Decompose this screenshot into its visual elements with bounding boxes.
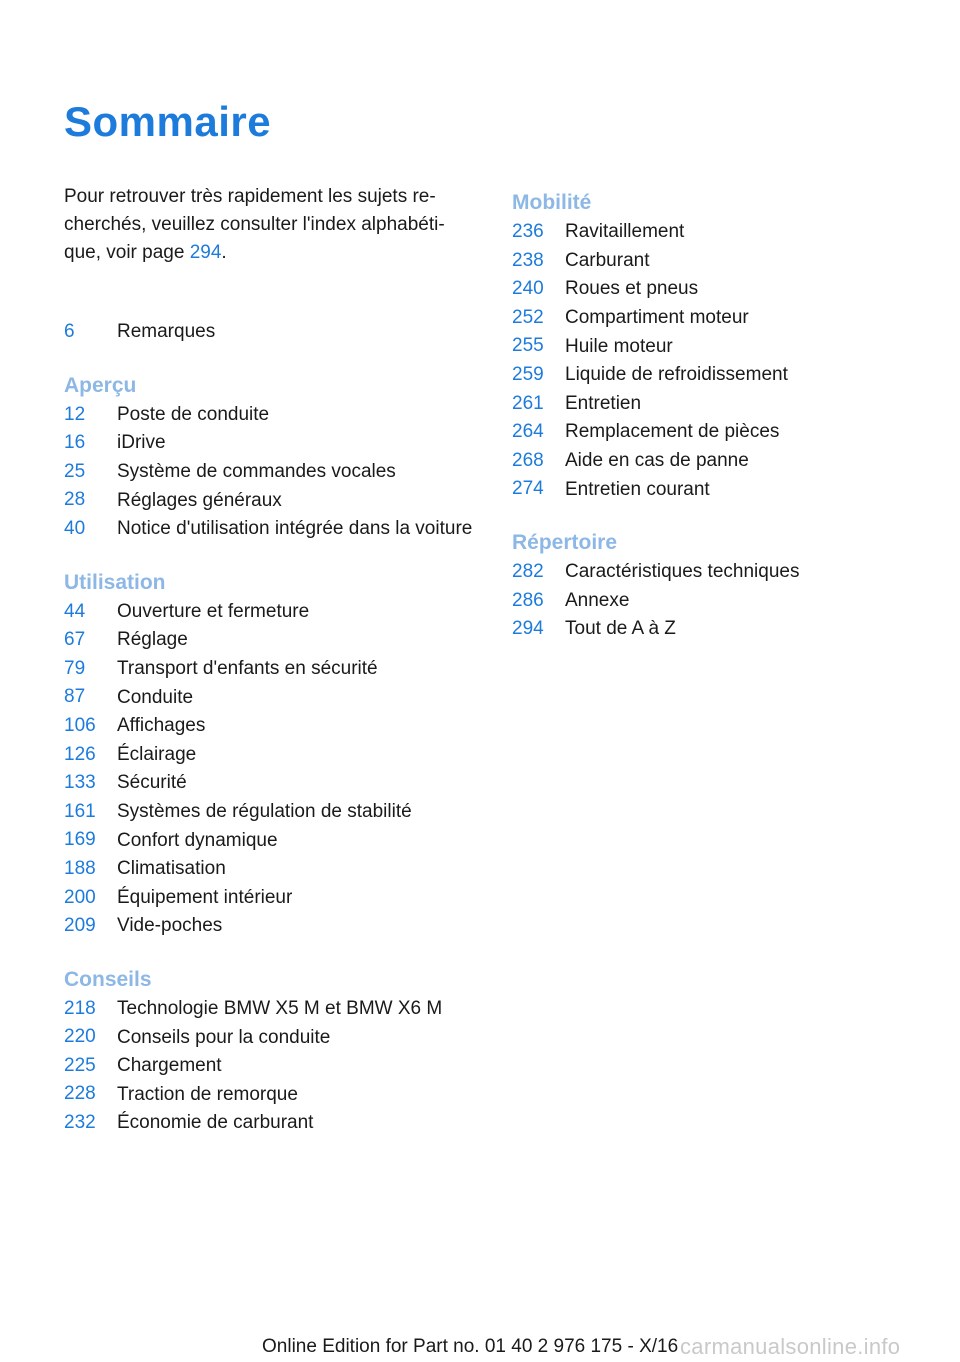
toc-entry[interactable] [512,361,922,390]
toc-page-number[interactable]: 268 [512,449,544,471]
toc-section [512,529,922,644]
toc-entry-label: Huile moteur [565,335,673,357]
intro-text: Pour retrouver très rapidement les sujets recherchés, veuillez consulter l'index alphabétique, voir page [64,186,445,263]
section-title: Répertoire [512,530,618,554]
toc-entry-label: Caractéristiques techniques [565,561,800,583]
toc-page-number[interactable]: 28 [64,489,86,511]
toc-page-number[interactable]: 282 [512,560,544,582]
toc-entry[interactable] [512,390,922,419]
toc-entry[interactable] [64,626,474,655]
toc-entry[interactable] [512,558,922,587]
toc-page-number[interactable]: 44 [64,600,86,622]
toc-entry-label: Vide-poches [117,915,223,937]
toc-page-number[interactable]: 25 [64,460,86,482]
toc-entry-label: Liquide de refroidissement [565,364,788,386]
toc-entry[interactable] [64,912,474,941]
toc-entry-label: Tout de A à Z [565,618,676,640]
toc-entry[interactable] [64,826,474,855]
toc-page-number[interactable]: 209 [64,915,96,937]
toc-page-number[interactable]: 6 [64,321,75,342]
toc-page-number[interactable]: 286 [512,589,544,611]
toc-entry-label: Réglages généraux [117,489,282,511]
toc-entry-label: Remplacement de pièces [565,421,780,443]
toc-entry[interactable] [64,1109,474,1138]
toc-page-number[interactable]: 236 [512,221,544,242]
toc-entry-label: Affichages [117,715,206,737]
toc-entry[interactable] [64,515,474,544]
toc-page-number[interactable]: 40 [64,517,86,539]
toc-entry-label: Aide en cas de panne [565,450,749,472]
toc-entry[interactable] [64,1023,474,1052]
toc-section [64,372,474,544]
toc-entry-label: Technologie BMW X5 M et BMW X6 M [117,997,443,1019]
toc-entry[interactable] [512,304,922,333]
toc-entry-label: Chargement [117,1055,222,1077]
toc-entry-label: Ouverture et fermeture [117,600,310,622]
toc-page-number[interactable]: 188 [64,857,96,879]
toc-right-column [512,189,922,669]
toc-page-number[interactable]: 169 [64,829,96,851]
footer-edition-note: Online Edition for Part no. 01 40 2 976 175 - X/16 [262,1336,679,1357]
toc-entry-label: Remarques [117,321,216,343]
toc-entry[interactable] [64,995,474,1024]
toc-entry[interactable] [64,884,474,913]
toc-page-number[interactable]: 87 [64,686,86,708]
toc-page-number[interactable]: 228 [64,1083,96,1105]
toc-entry-label: iDrive [117,432,166,454]
toc-page-number[interactable]: 264 [512,421,544,443]
toc-entry[interactable] [64,1052,474,1081]
page-title: Sommaire [64,98,272,145]
toc-entry-label: Carburant [565,249,650,271]
watermark: carmanualsonline.info [680,1334,901,1359]
section-title: Conseils [64,967,152,991]
toc-entry-label: Conduite [117,686,194,708]
toc-page-number[interactable]: 232 [64,1112,96,1134]
toc-page-number[interactable]: 200 [64,886,96,908]
toc-entry[interactable] [64,458,474,487]
toc-entry-label: Compartiment moteur [565,307,749,329]
toc-entry[interactable] [64,712,474,741]
toc-entry[interactable] [512,418,922,447]
toc-page-number[interactable]: 225 [64,1054,96,1076]
toc-entry[interactable] [512,332,922,361]
toc-entry-label: Réglage [117,629,188,651]
toc-page-number[interactable]: 67 [64,629,86,651]
toc-page-number[interactable]: 220 [64,1026,96,1048]
toc-entry-label: Économie de carburant [117,1112,314,1134]
toc-page-number[interactable]: 218 [64,997,96,1019]
toc-entry-label: Traction de remorque [117,1083,298,1105]
toc-entry-label: Entretien [565,392,642,414]
toc-entry[interactable] [64,429,474,458]
index-page-link[interactable]: 294 [189,242,222,263]
toc-entry[interactable] [64,683,474,712]
section-title: Mobilité [512,191,592,214]
toc-entry-label: Climatisation [117,858,226,880]
toc-entry[interactable] [64,1080,474,1109]
toc-entry[interactable] [64,401,474,430]
toc-page-number[interactable]: 255 [512,335,544,357]
toc-page-number[interactable]: 12 [64,403,86,425]
toc-page-number[interactable]: 261 [512,392,544,414]
toc-entry[interactable] [64,598,474,627]
toc-page-number[interactable]: 294 [512,618,544,640]
toc-entry[interactable] [512,587,922,616]
toc-section [64,569,474,941]
toc-page-number[interactable]: 238 [512,249,544,271]
toc-page-number[interactable]: 79 [64,657,86,679]
toc-entry[interactable] [64,318,474,347]
intro-end: . [221,242,227,263]
toc-entry[interactable] [64,769,474,798]
toc-section [64,966,474,1138]
toc-entry[interactable] [512,475,922,504]
toc-entry[interactable] [512,218,922,247]
toc-page-number[interactable]: 161 [64,800,96,822]
toc-page-number[interactable]: 252 [512,306,544,328]
toc-entry-label: Système de commandes vocales [117,461,396,483]
toc-entry[interactable] [512,447,922,476]
toc-entry-label: Roues et pneus [565,278,699,300]
toc-page-number[interactable]: 274 [512,478,544,500]
toc-entry[interactable] [64,798,474,827]
section-title: Utilisation [64,570,166,594]
toc-entry-label: Éclairage [117,743,197,765]
toc-page-number[interactable]: 126 [64,743,96,765]
toc-entry[interactable] [512,247,922,276]
toc-entry-label: Annexe [565,589,630,611]
toc-entry[interactable] [64,655,474,684]
toc-page-number[interactable]: 133 [64,772,96,794]
toc-left-column [64,318,474,1163]
toc-entry-label: Confort dynamique [117,829,278,851]
toc-entry[interactable] [512,615,922,644]
toc-entry[interactable] [64,486,474,515]
toc-entry[interactable] [64,855,474,884]
toc-entry[interactable] [512,275,922,304]
toc-entry-label: Équipement intérieur [117,886,293,908]
section-title: Aperçu [64,373,137,397]
toc-page-number[interactable]: 16 [64,432,86,454]
toc-page-number[interactable]: 240 [512,278,544,300]
toc-entry[interactable] [64,741,474,770]
toc-entry-label: Conseils pour la conduite [117,1026,331,1048]
toc-entry-label: Notice d'utilisation intégrée dans la voiture [117,518,473,540]
toc-entry-label: Systèmes de régulation de stabilité [117,801,412,823]
toc-entry-label: Sécurité [117,772,187,794]
toc-page-number[interactable]: 259 [512,363,544,385]
toc-entry-label: Ravitaillement [565,221,685,243]
toc-section [512,189,922,504]
intro-paragraph [64,183,474,267]
toc-entry-label: Transport d'enfants en sécurité [117,658,378,680]
toc-entry-label: Poste de conduite [117,403,270,425]
toc-entry-label: Entretien courant [565,478,710,500]
toc-section [64,318,474,347]
toc-page-number[interactable]: 106 [64,714,96,736]
